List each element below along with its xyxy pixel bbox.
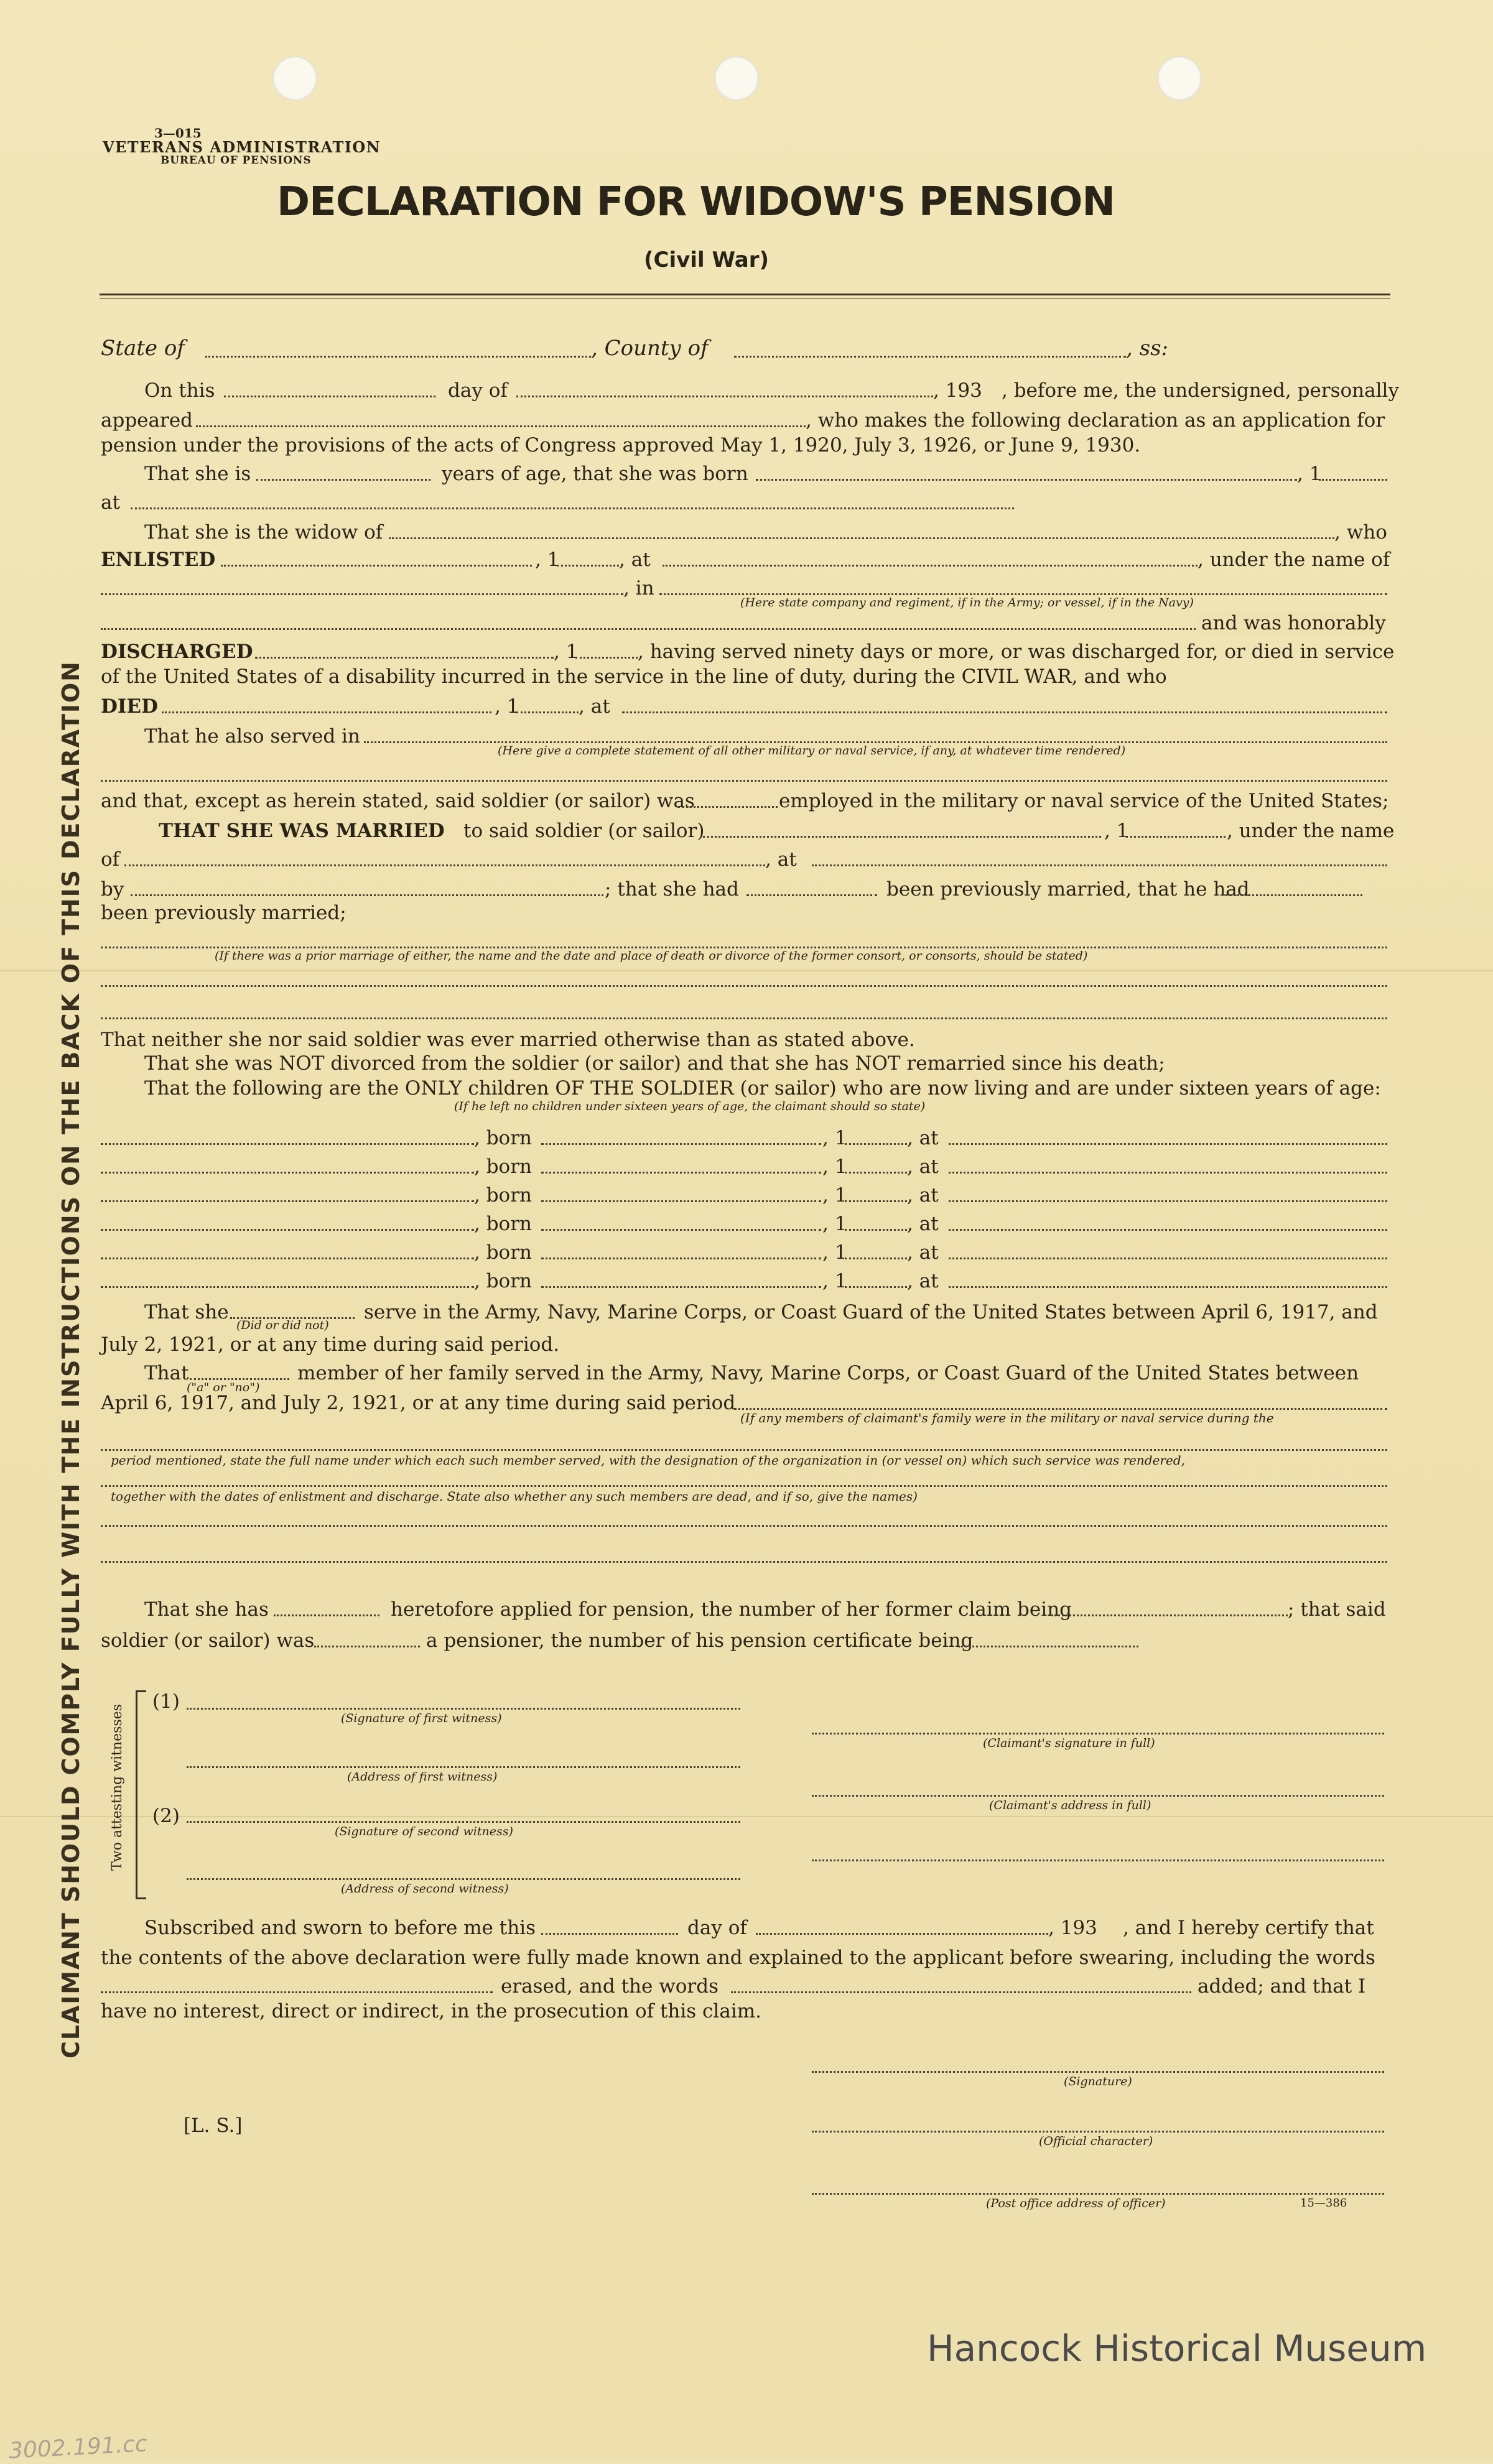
label-that-she-had: ; that she had: [605, 878, 739, 901]
label-born: , born: [474, 1213, 532, 1235]
label-employed-in: employed in the military or naval service of the United States;: [779, 790, 1389, 812]
label-heretofore: heretofore applied for pension, the number of her former claim being: [391, 1598, 1072, 1621]
hint-claimant-sig: (Claimant's signature in full): [983, 1736, 1155, 1750]
label-child-one: , 1: [822, 1156, 847, 1178]
label-widow-of: That she is the widow of: [144, 521, 383, 544]
hint-signature: (Signature): [1064, 2075, 1132, 2088]
label-born: , born: [474, 1241, 532, 1264]
hint-period-mentioned: period mentioned, state the full name under which each such member served, with the designation of the organization in (or vessel on) which such service was rendered,: [111, 1453, 1185, 1468]
erased-words-field[interactable]: [101, 1991, 493, 1993]
label-a-pensioner: a pensioner, the number of his pension certificate being: [426, 1629, 974, 1652]
fold-line: [0, 1816, 1493, 1817]
bureau-name: BUREAU OF PENSIONS: [160, 154, 312, 167]
label-day-of: day of: [448, 379, 508, 402]
hint-addr-second: (Address of second witness): [341, 1882, 509, 1896]
hint-addr-first: (Address of first witness): [347, 1770, 498, 1784]
child-birth-place-field[interactable]: [949, 1143, 1387, 1145]
label-married-rest: to said soldier (or sailor): [463, 820, 705, 842]
marriage-date-field[interactable]: [703, 836, 1101, 838]
label-enlisted-one: , 1: [535, 549, 560, 571]
label-april-6: April 6, 1917, and July 2, 1921, or at any time during said period: [101, 1392, 736, 1414]
punch-hole-right: [1157, 56, 1202, 101]
died-year-field[interactable]: [516, 711, 579, 713]
child-birth-year-field[interactable]: [845, 1229, 907, 1231]
soldier-name-field[interactable]: [389, 537, 1334, 539]
label-member-of: member of her family served in the Army, Navy, Marine Corps, or Coast Guard of the United States between: [297, 1362, 1359, 1384]
label-child-one: , 1: [822, 1270, 847, 1292]
enlisted-year-field[interactable]: [557, 565, 619, 567]
label-before-me: , before me, the undersigned, personally: [1002, 379, 1399, 402]
label-died: DIED: [101, 695, 158, 718]
label-witness-2: (2): [152, 1805, 180, 1827]
officer-address-field[interactable]: [812, 2193, 1384, 2195]
label-child-at: , at: [907, 1270, 939, 1292]
marriage-place-field[interactable]: [812, 864, 1387, 866]
label-not-divorced: That she was NOT divorced from the soldier (or sailor) and that she has NOT remarried since his death;: [144, 1052, 1165, 1075]
punch-hole-center: [714, 56, 759, 101]
child-name-field[interactable]: [101, 1172, 474, 1174]
child-birth-year-field[interactable]: [845, 1200, 907, 1202]
witness-2-signature[interactable]: [187, 1821, 740, 1823]
certificate-number-field[interactable]: [958, 1646, 1138, 1647]
child-name-field[interactable]: [101, 1200, 474, 1202]
label-child-one: , 1: [822, 1184, 847, 1207]
child-birth-place-field[interactable]: [949, 1200, 1387, 1202]
witness-1-signature[interactable]: [187, 1708, 740, 1710]
hint-did-or-did-not: (Did or did not): [236, 1318, 329, 1332]
label-married: THAT SHE WAS MARRIED: [159, 820, 445, 842]
label-neither: That neither she nor said soldier was ever married otherwise than as stated above.: [101, 1029, 915, 1051]
label-two-witnesses: Two attesting witnesses: [109, 1704, 125, 1871]
label-witness-1: (1): [152, 1690, 180, 1713]
label-under-name-of: , under the name of: [1198, 549, 1390, 571]
fold-line: [0, 970, 1493, 971]
enlisted-place-field[interactable]: [663, 565, 1198, 567]
label-contents: the contents of the above declaration were fully made known and explained to the applicant before swearing, including the words: [101, 1947, 1375, 1969]
label-child-at: , at: [907, 1156, 939, 1178]
child-name-field[interactable]: [101, 1257, 474, 1259]
label-who: , who: [1334, 521, 1387, 544]
family-service-field-4[interactable]: [101, 1525, 1387, 1527]
sworn-day-field[interactable]: [541, 1933, 678, 1935]
witness-2-address[interactable]: [187, 1878, 740, 1880]
label-enlisted: ENLISTED: [101, 549, 216, 571]
family-service-field-5[interactable]: [101, 1561, 1387, 1563]
child-name-field[interactable]: [101, 1143, 474, 1145]
company-field[interactable]: [659, 593, 1387, 595]
day-field[interactable]: [224, 396, 435, 397]
label-soldier-was: soldier (or sailor) was: [101, 1629, 315, 1652]
birth-date-field[interactable]: [756, 479, 1297, 481]
label-pension-under: pension under the provisions of the acts of Congress approved May 1, 1920, July 3, 1926, or June 9, 1930.: [101, 434, 1141, 456]
enlisted-date-field[interactable]: [221, 565, 532, 567]
label-been-prev: been previously married;: [101, 902, 347, 924]
enlisted-name-field[interactable]: [101, 593, 623, 595]
hint-claimant-addr: (Claimant's address in full): [989, 1799, 1151, 1812]
hint-official: (Official character): [1039, 2134, 1153, 2148]
label-ls: [L. S.]: [184, 2114, 243, 2137]
sworn-month-field[interactable]: [756, 1933, 1048, 1935]
label-that-she-is: That she is: [144, 463, 251, 485]
handwritten-accession: 3002.191.cc: [8, 2431, 148, 2464]
a-or-no-field[interactable]: [190, 1378, 289, 1380]
label-born: , born: [474, 1127, 532, 1149]
officer-signature-field[interactable]: [812, 2071, 1384, 2073]
child-name-field[interactable]: [101, 1229, 474, 1231]
state-field[interactable]: [205, 356, 591, 358]
label-added: added; and that I: [1198, 1975, 1366, 1998]
hint-sig-first: (Signature of first witness): [341, 1711, 502, 1725]
hint-sig-second: (Signature of second witness): [335, 1825, 513, 1838]
child-birth-place-field[interactable]: [949, 1257, 1387, 1259]
officiant-field[interactable]: [131, 894, 603, 896]
added-words-field[interactable]: [731, 1991, 1191, 1993]
label-years-of-age: years of age, that she was born: [442, 463, 748, 485]
birth-year-field[interactable]: [1319, 479, 1387, 481]
label-marriage-at: , at: [765, 848, 797, 871]
child-birth-date-field[interactable]: [541, 1143, 821, 1145]
hint-if-any-members: (If any members of claimant's family were in the military or naval service during the: [740, 1410, 1274, 1425]
prior-marriage-field[interactable]: [101, 947, 1387, 948]
other-service-field-2[interactable]: [101, 780, 1387, 782]
witness-bracket: [136, 1690, 146, 1899]
label-discharged: DISCHARGED: [101, 641, 253, 663]
other-service-field[interactable]: [364, 741, 1387, 743]
label-day-of-2: day of: [687, 1917, 747, 1939]
claimant-extra-field[interactable]: [812, 1860, 1384, 1861]
applied-field[interactable]: [274, 1614, 379, 1616]
label-child-at: , at: [907, 1184, 939, 1207]
child-birth-date-field[interactable]: [541, 1257, 821, 1259]
label-in: , in: [623, 577, 654, 600]
label-year: , 193: [933, 379, 982, 402]
label-serve-in: serve in the Army, Navy, Marine Corps, or Coast Guard of the United States between April 6, 1917, and: [364, 1301, 1378, 1323]
page-title: DECLARATION FOR WIDOW'S PENSION: [277, 179, 1115, 225]
claimant-signature-field[interactable]: [812, 1733, 1384, 1735]
child-birth-year-field[interactable]: [845, 1257, 907, 1259]
month-field[interactable]: [516, 396, 933, 397]
official-character-field[interactable]: [812, 2131, 1384, 2133]
label-child-one: , 1: [822, 1213, 847, 1235]
form-number: 3—015: [154, 126, 202, 141]
label-under-the-name: , under the name: [1227, 820, 1395, 842]
child-birth-year-field[interactable]: [845, 1286, 907, 1288]
label-no-interest: have no interest, direct or indirect, in the prosecution of this claim.: [101, 2000, 761, 2022]
label-married-one: , 1: [1104, 820, 1129, 842]
county-field[interactable]: [734, 356, 1126, 358]
label-child-one: , 1: [822, 1241, 847, 1264]
former-claim-field[interactable]: [1051, 1614, 1288, 1616]
label-died-one: , 1: [495, 695, 519, 718]
hint-no-children: (If he left no children under sixteen years of age, the claimant should so state): [454, 1100, 926, 1113]
hint-a-or-no: ("a" or "no"): [187, 1381, 260, 1394]
witness-1-address[interactable]: [187, 1766, 740, 1768]
she-prev-married-field[interactable]: [746, 894, 877, 896]
label-only-children: That the following are the ONLY children OF THE SOLDIER (or sailor) who are now living and are under sixteen years of age:: [144, 1077, 1381, 1100]
label-erased: erased, and the words: [501, 1975, 719, 1998]
child-name-field[interactable]: [101, 1286, 474, 1288]
label-that: That: [144, 1362, 189, 1384]
label-year-2: , 193: [1048, 1917, 1097, 1939]
label-she-has: That she has: [144, 1598, 269, 1621]
label-born: , born: [474, 1156, 532, 1178]
label-july-2: July 2, 1921, or at any time during said period.: [101, 1333, 560, 1356]
prior-marriage-field-3[interactable]: [101, 1017, 1387, 1019]
label-at: at: [101, 491, 120, 514]
label-born: , born: [474, 1270, 532, 1292]
label-appeared: appeared: [101, 409, 193, 432]
marriage-name-field[interactable]: [124, 864, 765, 866]
marriage-year-field[interactable]: [1126, 836, 1226, 838]
hint-post-office: (Post office address of officer): [986, 2197, 1166, 2210]
museum-watermark: Hancock Historical Museum: [927, 2327, 1427, 2369]
child-birth-date-field[interactable]: [541, 1229, 821, 1231]
birth-place-field[interactable]: [131, 507, 1014, 509]
child-birth-year-field[interactable]: [845, 1172, 907, 1174]
label-subscribed: Subscribed and sworn to before me this: [144, 1917, 536, 1939]
label-who-makes: , who makes the following declaration as an application for: [806, 409, 1385, 432]
side-instruction: CLAIMANT SHOULD COMPLY FULLY WITH THE INSTRUCTIONS ON THE BACK OF THIS DECLARATION: [57, 660, 85, 2059]
he-prev-married-field[interactable]: [1226, 894, 1362, 896]
discharged-year-field[interactable]: [575, 657, 638, 659]
print-code: 15—386: [1300, 2197, 1347, 2210]
prior-marriage-field-2[interactable]: [101, 985, 1387, 987]
employed-field[interactable]: [678, 806, 778, 808]
child-birth-date-field[interactable]: [541, 1200, 821, 1202]
hint-prior-marriage: (If there was a prior marriage of either, the name and the date and place of death or divorce of the former consort, or consorts, should be stated): [215, 949, 1088, 963]
label-ss: , ss:: [1126, 336, 1168, 361]
claimant-name-field[interactable]: [196, 425, 806, 427]
label-enlisted-at: , at: [619, 549, 651, 571]
service-continuation-field[interactable]: [101, 628, 1326, 630]
child-birth-date-field[interactable]: [541, 1286, 821, 1288]
child-birth-date-field[interactable]: [541, 1172, 821, 1174]
label-child-one: , 1: [822, 1127, 847, 1149]
label-also-served: That he also served in: [144, 725, 360, 748]
label-born: , born: [474, 1184, 532, 1207]
label-county-of: , County of: [591, 336, 709, 361]
child-birth-year-field[interactable]: [845, 1143, 907, 1145]
died-place-field[interactable]: [622, 711, 1387, 713]
label-on-this: On this: [144, 379, 215, 402]
label-died-at: , at: [579, 695, 610, 718]
label-that-said: ; that said: [1288, 1598, 1386, 1621]
hint-company: (Here state company and regiment, if in the Army; or vessel, if in the Navy): [740, 596, 1194, 609]
label-child-at: , at: [907, 1241, 939, 1264]
family-service-field-3[interactable]: [101, 1485, 1387, 1487]
label-been-prev-he: been previously married, that he had: [886, 878, 1250, 901]
child-birth-place-field[interactable]: [949, 1286, 1387, 1288]
age-field[interactable]: [256, 479, 430, 481]
child-birth-place-field[interactable]: [949, 1172, 1387, 1174]
family-service-field-2[interactable]: [101, 1449, 1387, 1451]
discharged-date-field[interactable]: [255, 657, 554, 659]
label-of: of: [101, 848, 120, 871]
agency-name: VETERANS ADMINISTRATION: [103, 138, 381, 156]
label-child-at: , at: [907, 1127, 939, 1149]
label-having-served: , having served ninety days or more, or was discharged for, or died in service: [638, 641, 1395, 663]
claimant-address-field[interactable]: [812, 1795, 1384, 1797]
label-of-the-us: of the United States of a disability incurred in the service in the line of duty, during the CIVIL WAR, and who: [101, 665, 1167, 688]
punch-hole-left: [272, 56, 317, 101]
hint-other-service: (Here give a complete statement of all other military or naval service, if any, at whatever time rendered): [498, 744, 1126, 757]
child-birth-place-field[interactable]: [949, 1229, 1387, 1231]
header-rule: [100, 294, 1390, 295]
label-one: , 1: [1297, 463, 1322, 485]
family-service-field[interactable]: [734, 1408, 1387, 1410]
hint-together-with: together with the dates of enlistment and discharge. State also whether any such members are dead, and if so, give the names): [111, 1489, 918, 1504]
label-certify: , and I hereby certify that: [1123, 1917, 1374, 1939]
died-date-field[interactable]: [162, 711, 491, 713]
label-child-at: , at: [907, 1213, 939, 1235]
label-discharged-one: , 1: [554, 641, 579, 663]
label-except-as: and that, except as herein stated, said soldier (or sailor) was: [101, 790, 695, 812]
pensioner-field[interactable]: [314, 1646, 420, 1647]
label-state-of: State of: [101, 336, 185, 361]
label-by: by: [101, 878, 124, 901]
label-that-she: That she: [144, 1301, 229, 1323]
page-subtitle: (Civil War): [644, 248, 769, 272]
label-honorably: and was honorably: [1198, 611, 1386, 636]
